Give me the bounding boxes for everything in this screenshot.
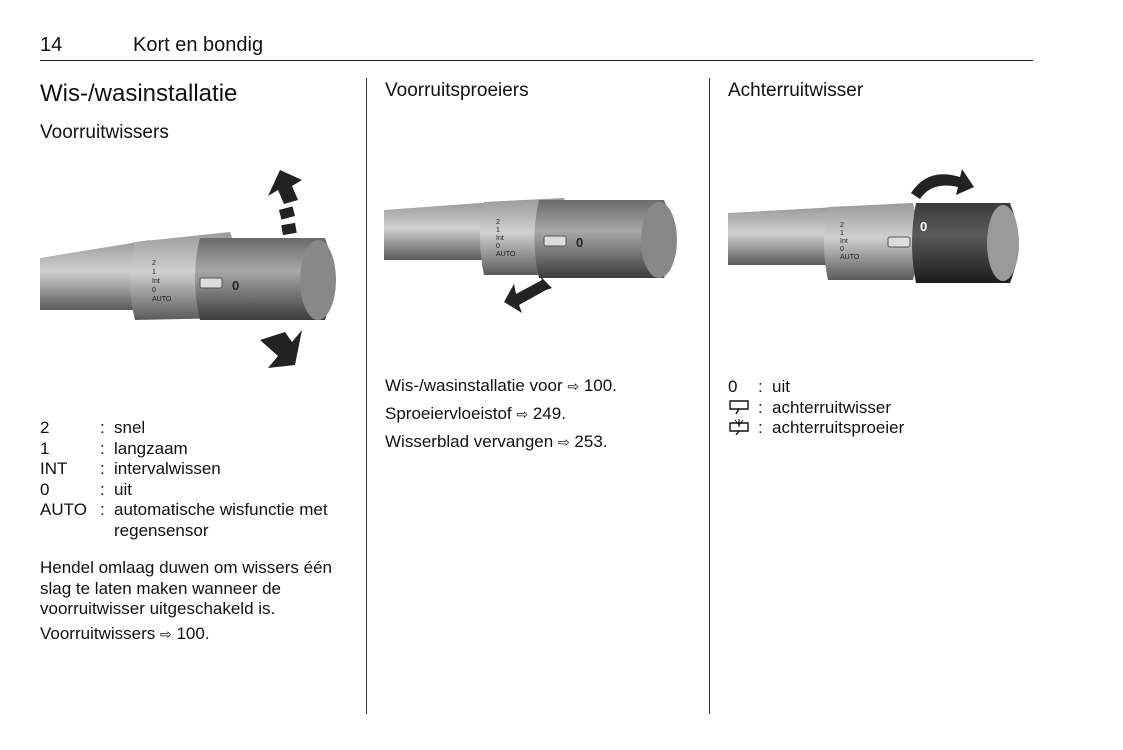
lever-position-zero: 0 [232,278,240,293]
legend-row: INT : intervalwissen [40,459,344,480]
rear-wiper-legend [728,377,904,439]
cross-reference[interactable] [385,432,608,452]
subsection-title: Achterruitwisser [728,80,864,101]
cross-reference[interactable] [385,404,566,424]
wiper-lever-figure [40,160,350,380]
lever-label: Int [496,235,504,242]
chapter-title: Kort en bondig [133,34,264,56]
lever-label: 2 [496,219,500,226]
section-title: Wis-/wasinstallatie [40,80,238,107]
lever-label: 1 [496,227,500,234]
lever-label: 0 [496,243,500,250]
legend-row: 0 : uit [728,377,790,396]
legend-key: 2 [40,418,50,437]
lever-label: 2 [840,222,844,229]
legend-desc: automatische wisfunctie met regensensor [114,500,328,540]
ref-text: Wisserblad vervangen [385,432,554,451]
legend-key: 0 [40,479,50,499]
legend-desc: langzaam [114,438,188,458]
legend-desc: uit [114,479,132,499]
cross-reference[interactable] [385,376,617,396]
legend-row: 0 : uit [40,480,344,501]
rotate-arrow-icon [911,169,974,199]
column-divider [709,78,710,714]
legend-row: AUTO : automatische wisfunctie met regensensor [40,500,328,540]
legend-key: INT [40,459,68,478]
subsection-title: Voorruitwissers [40,122,169,143]
lever-label: 0 [152,287,156,294]
wiper-position-legend [40,418,344,541]
legend-key: 1 [40,438,50,458]
ref-text: Sproeiervloeistof [385,404,512,423]
lever-label: 2 [152,260,156,267]
ref-arrow-icon: ⇨ [160,626,172,642]
legend-row: 1 : langzaam [40,439,344,460]
legend-desc: uit [772,377,790,396]
down-arrow-icon [260,330,302,368]
ref-text: Voorruitwissers [40,624,156,643]
washer-lever-figure [384,180,684,320]
lever-label: AUTO [496,251,516,258]
rear-wiper-icon [728,398,758,419]
lever-position-zero: 0 [576,235,584,250]
legend-desc: achterruitwisser [772,397,892,417]
lever-label: Int [840,238,848,245]
page-header [40,32,1033,61]
lever-label: AUTO [152,296,172,303]
lever-position-zero: 0 [920,219,928,234]
lever-label: 1 [840,230,844,237]
instruction-paragraph: Hendel omlaag duwen om wissers één slag te laten maken wanneer de voorruitwisser uitgeschakeld is. [40,558,332,618]
lever-label: AUTO [840,254,860,261]
cross-reference[interactable] [40,624,210,644]
ref-page: 249. [532,404,566,423]
subsection-title: Voorruitsproeiers [385,80,529,101]
lever-label: 0 [840,246,844,253]
rear-washer-icon [728,418,758,439]
legend-desc: achterruitsproeier [772,418,905,437]
lever-label: 1 [152,269,156,276]
ref-page: 253. [574,432,608,451]
column-divider [366,78,367,714]
ref-page: 100. [176,624,210,643]
ref-arrow-icon: ⇨ [516,406,529,422]
ref-arrow-icon: ⇨ [567,378,580,394]
lever-label: Int [152,278,160,285]
ref-page: 100. [583,376,617,395]
legend-desc: snel [114,418,146,437]
legend-desc: intervalwissen [114,459,221,478]
legend-key: 0 [728,377,738,396]
legend-row: : achterruitwisser [728,398,904,419]
up-arrow-icon [268,170,302,204]
legend-row: 2 : snel [40,418,344,439]
legend-key: AUTO [40,500,87,519]
rear-wiper-lever-figure [728,165,1028,295]
ref-text: Wis-/wasinstallatie voor [385,376,563,395]
page-number: 14 [40,34,63,56]
pull-arrow-icon [504,275,552,313]
legend-row: : achterruitsproeier [728,418,904,439]
ref-arrow-icon: ⇨ [557,434,570,450]
